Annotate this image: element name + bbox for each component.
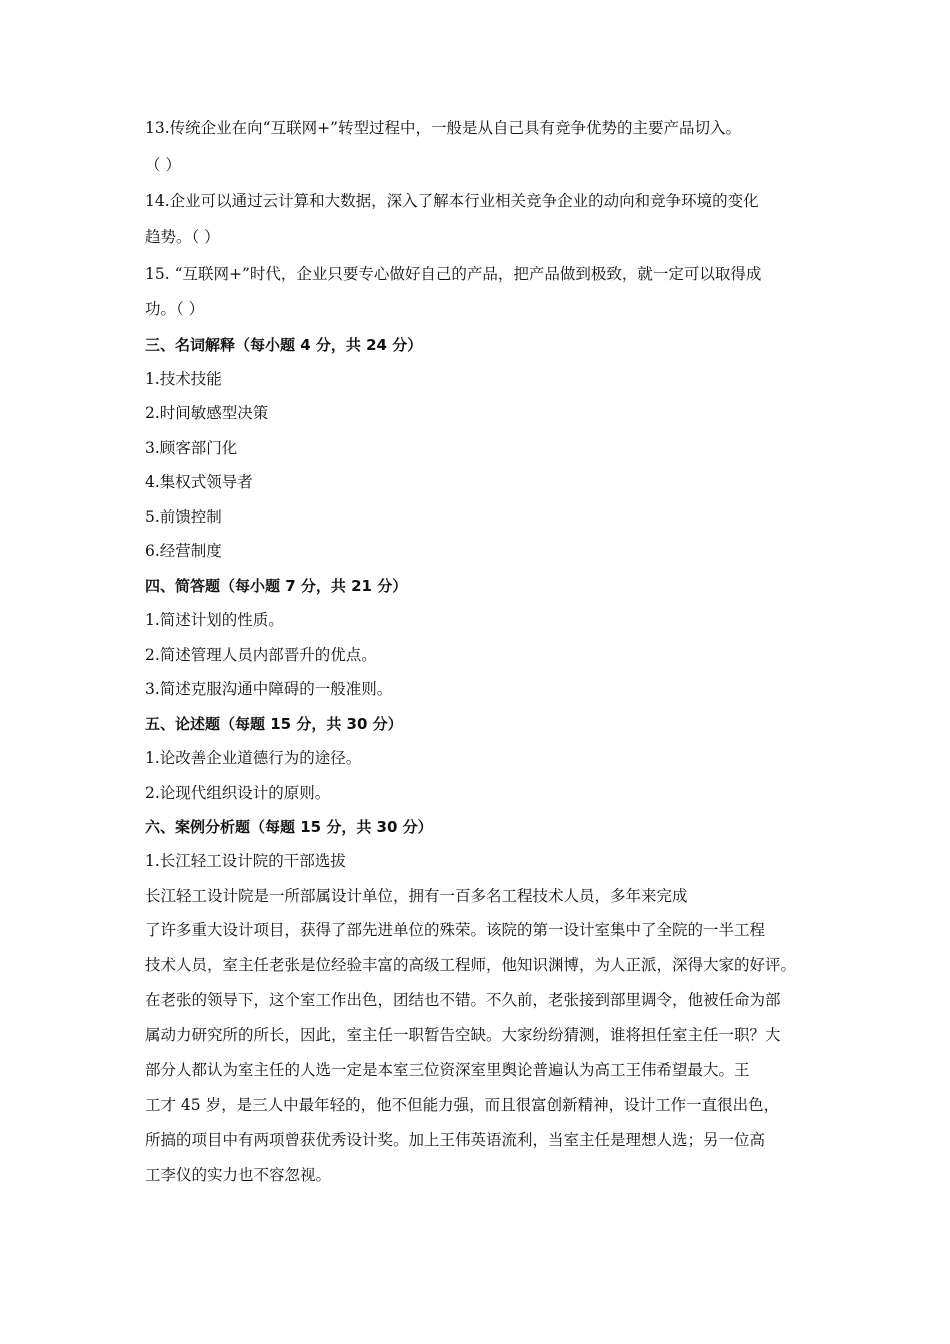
list-item: 2.论现代组织设计的原则。: [145, 784, 331, 802]
question-13-line-2: （ ）: [145, 156, 181, 174]
question-13-line-1: 13.传统企业在向“互联网+”转型过程中，一般是从自己具有竞争优势的主要产品切入。: [145, 119, 741, 137]
paragraph-line: 长江轻工设计院是一所部属设计单位，拥有一百多名工程技术人员，多年来完成: [145, 887, 688, 905]
list-item: 3.顾客部门化: [145, 439, 238, 457]
question-14-line-2: 趋势。（ ）: [145, 228, 220, 246]
paragraph-line: 所搞的项目中有两项曾获优秀设计奖。加上王伟英语流利，当室主任是理想人选；另一位高: [145, 1131, 766, 1149]
paragraph-line: 工才 45 岁，是三人中最年轻的，他不但能力强，而且很富创新精神，设计工作一直很出色，: [145, 1096, 780, 1114]
list-item: 2.简述管理人员内部晋升的优点。: [145, 646, 377, 664]
paragraph-line: 技术人员，室主任老张是位经验丰富的高级工程师，他知识渊博，为人正派，深得大家的好评。: [145, 956, 797, 974]
list-item: 1.论改善企业道德行为的途径。: [145, 749, 362, 767]
paragraph-line: 属动力研究所的所长，因此，室主任一职暂告空缺。大家纷纷猜测，谁将担任室主任一职？大: [145, 1026, 781, 1044]
list-item: 1.简述计划的性质。: [145, 611, 284, 629]
section-6-heading: 六、案例分析题（每题 15 分，共 30 分）: [145, 818, 433, 836]
case-title: 1.长江轻工设计院的干部选拔: [145, 852, 346, 870]
list-item: 1.技术技能: [145, 370, 222, 388]
list-item: 6.经营制度: [145, 542, 222, 560]
section-3-heading: 三、名词解释（每小题 4 分，共 24 分）: [145, 336, 423, 354]
paragraph-line: 工李仪的实力也不容忽视。: [145, 1166, 332, 1184]
list-item: 5.前馈控制: [145, 508, 222, 526]
question-15-line-1: 15. “互联网+”时代，企业只要专心做好自己的产品，把产品做到极致，就一定可以取得成: [145, 265, 762, 283]
section-5-heading: 五、论述题（每题 15 分，共 30 分）: [145, 715, 403, 733]
section-4-heading: 四、简答题（每小题 7 分，共 21 分）: [145, 577, 408, 595]
question-14-line-1: 14.企业可以通过云计算和大数据，深入了解本行业相关竞争企业的动向和竞争环境的变化: [145, 192, 759, 210]
paragraph-line: 部分人都认为室主任的人选一定是本室三位资深室里舆论普遍认为高工王伟希望最大。王: [145, 1061, 750, 1079]
list-item: 2.时间敏感型决策: [145, 404, 269, 422]
list-item: 3.简述克服沟通中障碍的一般准则。: [145, 680, 393, 698]
paragraph-line: 了许多重大设计项目，获得了部先进单位的殊荣。该院的第一设计室集中了全院的一半工程: [145, 921, 766, 939]
paragraph-line: 在老张的领导下，这个室工作出色，团结也不错。不久前，老张接到部里调令，他被任命为部: [145, 991, 781, 1009]
question-15-line-2: 功。（ ）: [145, 300, 205, 318]
list-item: 4.集权式领导者: [145, 473, 253, 491]
